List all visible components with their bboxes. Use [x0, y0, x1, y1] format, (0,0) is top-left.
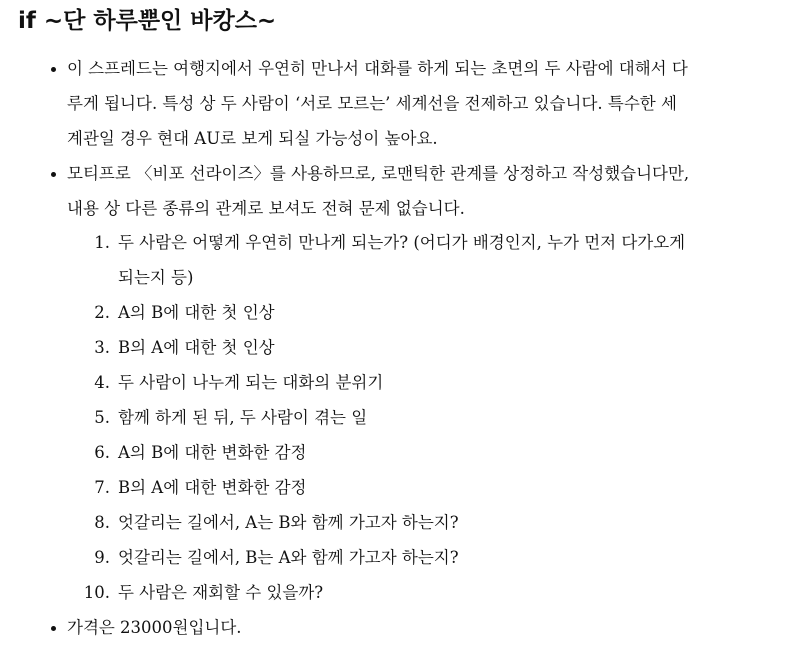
- list-item-text: A의 B에 대한 변화한 감정: [118, 443, 307, 462]
- list-item-text: 두 사람은 어떻게 우연히 만나게 되는가? (어디가 배경인지, 누가 먼저 다가오게: [118, 233, 686, 252]
- bullet-1-text: 계관일 경우 현대 AU로 보게 되실 가능성이 높아요.: [67, 129, 438, 148]
- list-item-number: 3.: [94, 338, 110, 357]
- list-item-text: 두 사람이 나누게 되는 대화의 분위기: [118, 373, 384, 392]
- list-item-text: B의 A에 대한 첫 인상: [118, 338, 275, 357]
- bullet-2-text: 내용 상 다른 종류의 관계로 보셔도 전혀 문제 없습니다.: [67, 199, 465, 218]
- bullet-1-text: 이 스프레드는 여행지에서 우연히 만나서 대화를 하게 되는 초면의 두 사람에 대해서 다: [67, 59, 688, 78]
- list-item-number: 7.: [94, 478, 110, 497]
- bullet-3-text: 가격은 23000원입니다.: [67, 618, 242, 637]
- bullet-dot: [51, 67, 56, 72]
- page-title: if ~단 하루뿐인 바캉스~: [18, 8, 277, 34]
- bullet-dot: [51, 172, 56, 177]
- list-item-text: 되는지 등): [118, 268, 194, 287]
- list-item-number: 8.: [94, 513, 110, 532]
- bullet-dot: [51, 626, 56, 631]
- list-item-text: 엇갈리는 길에서, A는 B와 함께 가고자 하는지?: [118, 513, 459, 532]
- list-item-number: 6.: [94, 443, 110, 462]
- list-item-number: 4.: [94, 373, 110, 392]
- list-item-text: A의 B에 대한 첫 인상: [118, 303, 275, 322]
- list-item-text: B의 A에 대한 변화한 감정: [118, 478, 307, 497]
- list-item-text: 두 사람은 재회할 수 있을까?: [118, 583, 324, 602]
- list-item-text: 함께 하게 된 뒤, 두 사람이 겪는 일: [118, 408, 368, 427]
- list-item-number: 2.: [94, 303, 110, 322]
- bullet-2-text: 모티프로 〈비포 선라이즈〉를 사용하므로, 로맨틱한 관계를 상정하고 작성했습니다만,: [67, 164, 690, 183]
- bullet-1-text: 루게 됩니다. 특성 상 두 사람이 ‘서로 모르는’ 세계선을 전제하고 있습니다. 특수한 세: [67, 94, 677, 113]
- list-item-number: 5.: [94, 408, 110, 427]
- list-item-number: 1.: [94, 233, 110, 252]
- list-item-number: 10.: [83, 583, 110, 602]
- list-item-number: 9.: [94, 548, 110, 567]
- list-item-text: 엇갈리는 길에서, B는 A와 함께 가고자 하는지?: [118, 548, 459, 567]
